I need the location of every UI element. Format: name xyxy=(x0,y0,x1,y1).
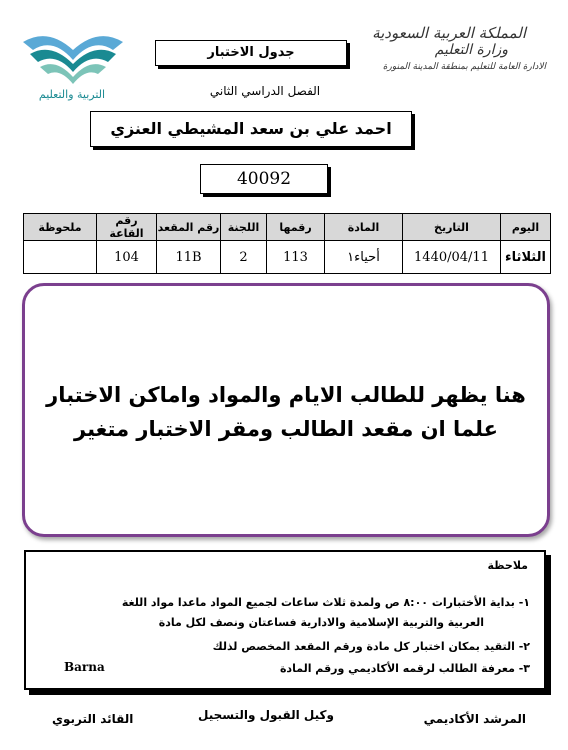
exam-schedule-table xyxy=(23,213,551,274)
signature-admissions-registration: وكيل القبول والتسجيل xyxy=(198,708,334,722)
student-id: 40092 xyxy=(236,169,292,189)
note-item-1-continued: العربية والتربية الإسلامية والادارية فساعتان ونصف لكل مادة xyxy=(158,616,484,629)
cell-note xyxy=(24,241,97,274)
note-item-2: ٢- التقيد بمكان اختبار كل مادة ورقم المقعد المخصص لذلك xyxy=(212,640,530,653)
info-line-1: هنا يظهر للطالب الايام والمواد واماكن الاختبار xyxy=(46,383,526,407)
note-item-1: ١- بداية الأختبارات ٨:٠٠ ص ولمدة ثلاث ساعات لجميع المواد ماعدا مواد اللغة xyxy=(121,596,530,609)
info-box xyxy=(22,283,550,537)
cell-subject-number: 113 xyxy=(267,241,325,274)
semester-label: الفصل الدراسي الثاني xyxy=(209,84,321,98)
info-text xyxy=(45,378,527,446)
ministry-line-2: وزارة التعليم xyxy=(434,42,508,58)
logo-caption: التربية والتعليم xyxy=(38,88,106,101)
cell-seat-number: 11B xyxy=(157,241,221,274)
header-subject: المادة xyxy=(325,214,403,241)
cell-room-number: 104 xyxy=(97,241,157,274)
header-date: التاريخ xyxy=(403,214,501,241)
signature-educational-leader: القائد التربوي xyxy=(52,712,134,726)
signature-academic-advisor: المرشد الأكاديمي xyxy=(423,712,526,726)
title-box xyxy=(155,40,347,66)
student-name-box xyxy=(90,111,412,147)
barna-label: Barna xyxy=(64,660,105,674)
header-seat-number: رقم المقعد xyxy=(157,214,221,241)
table-header-row xyxy=(24,214,551,241)
header-subject-number: رقمها xyxy=(267,214,325,241)
info-line-2: علما ان مقعد الطالب ومقر الاختبار متغير xyxy=(74,417,498,441)
header-room-number: رقم القاعة xyxy=(97,214,157,241)
student-name: احمد علي بن سعد المشيطي العنزي xyxy=(110,119,392,138)
header-note: ملحوظة xyxy=(24,214,97,241)
page-title: جدول الاختبار xyxy=(207,45,295,60)
note-item-3: ٣- معرفة الطالب لرقمه الأكاديمي ورقم المادة xyxy=(279,662,530,675)
notes-box xyxy=(24,550,546,690)
cell-subject: أحياء١ xyxy=(325,241,403,274)
student-id-box xyxy=(200,164,328,194)
cell-date: 1440/04/11 xyxy=(403,241,501,274)
cell-committee: 2 xyxy=(221,241,267,274)
cell-day: الثلاثاء xyxy=(501,241,551,274)
table-row xyxy=(24,241,551,274)
ministry-line-1: المملكة العربية السعودية xyxy=(372,24,526,42)
notes-heading: ملاحظة xyxy=(487,559,528,572)
header-day: اليوم xyxy=(501,214,551,241)
header-committee: اللجنة xyxy=(221,214,267,241)
ministry-line-3: الادارة العامة للتعليم بمنطقة المدينة المنورة xyxy=(382,62,546,72)
